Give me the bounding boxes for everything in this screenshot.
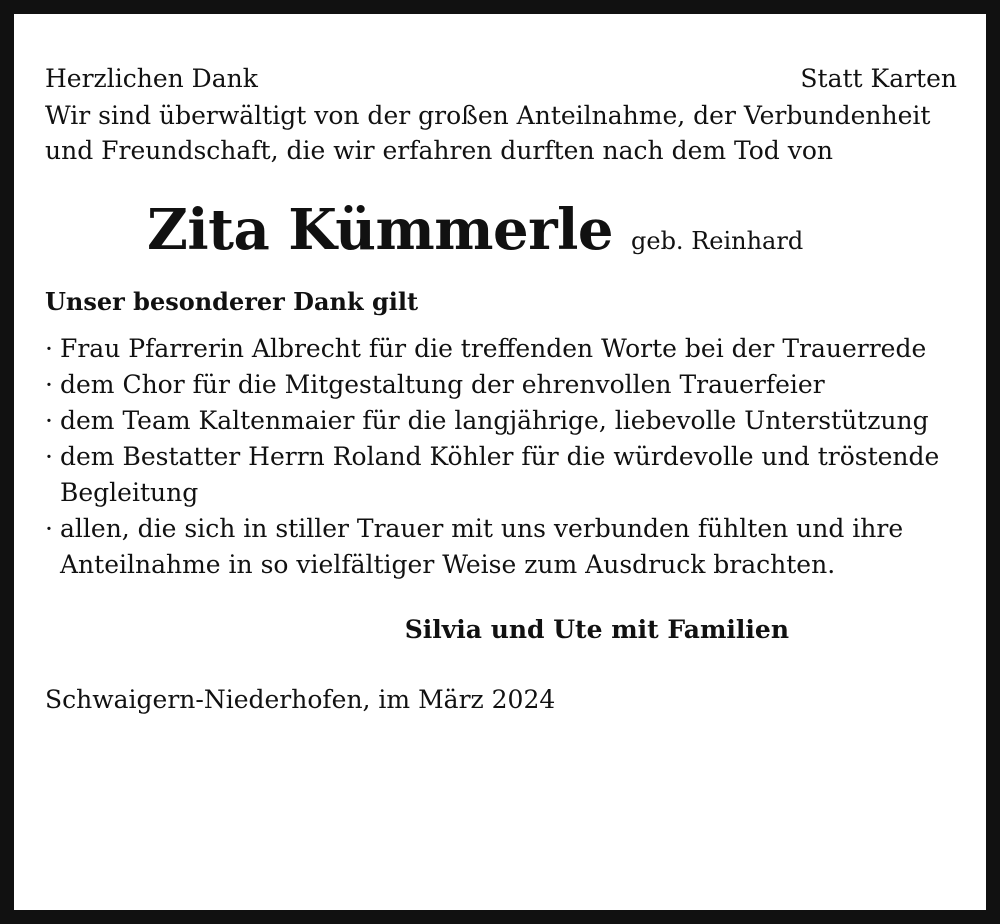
list-item xyxy=(45,511,950,583)
list-item-text: Frau Pfarrerin Albrecht für die treffenden Worte bei der Trauerrede xyxy=(60,334,927,363)
list-item xyxy=(45,439,950,511)
statt-karten-label: Statt Karten xyxy=(800,64,957,93)
list-item-text: dem Team Kaltenmaier für die langjährige, liebevolle Unterstützung xyxy=(60,406,929,435)
header-row xyxy=(45,62,957,96)
place-date: Schwaigern-Niederhofen, im März 2024 xyxy=(45,685,556,714)
intro-text: Wir sind überwältigt von der großen Anteilnahme, der Verbundenheit und Freundschaft, die wir erfahren durften nach dem Tod von xyxy=(45,101,931,165)
thanks-title: Herzlichen Dank xyxy=(45,64,258,93)
bullet-icon: · xyxy=(45,442,53,471)
list-item xyxy=(45,367,950,403)
list-item xyxy=(45,403,950,439)
obituary-notice xyxy=(45,62,957,717)
bullet-icon: · xyxy=(45,514,53,543)
list-item-text: dem Bestatter Herrn Roland Köhler für die würdevolle und tröstende Begleitung xyxy=(60,442,940,507)
signature: Silvia und Ute mit Familien xyxy=(404,615,789,644)
maiden-name: geb. Reinhard xyxy=(631,227,804,255)
bullet-icon: · xyxy=(45,406,53,435)
deceased-name: Zita Kümmerle xyxy=(147,197,613,263)
list-item-text: allen, die sich in stiller Trauer mit uns verbunden fühlten und ihre Anteilnahme in so vielfältiger Weise zum Ausdruck brachten. xyxy=(60,514,904,579)
bullet-icon: · xyxy=(45,370,53,399)
list-item xyxy=(45,331,950,367)
deceased-name-row xyxy=(45,197,957,263)
thanks-list xyxy=(45,331,950,583)
thanks-heading: Unser besonderer Dank gilt xyxy=(45,287,419,316)
bullet-icon: · xyxy=(45,334,53,363)
list-item-text: dem Chor für die Mitgestaltung der ehrenvollen Trauerfeier xyxy=(60,370,825,399)
